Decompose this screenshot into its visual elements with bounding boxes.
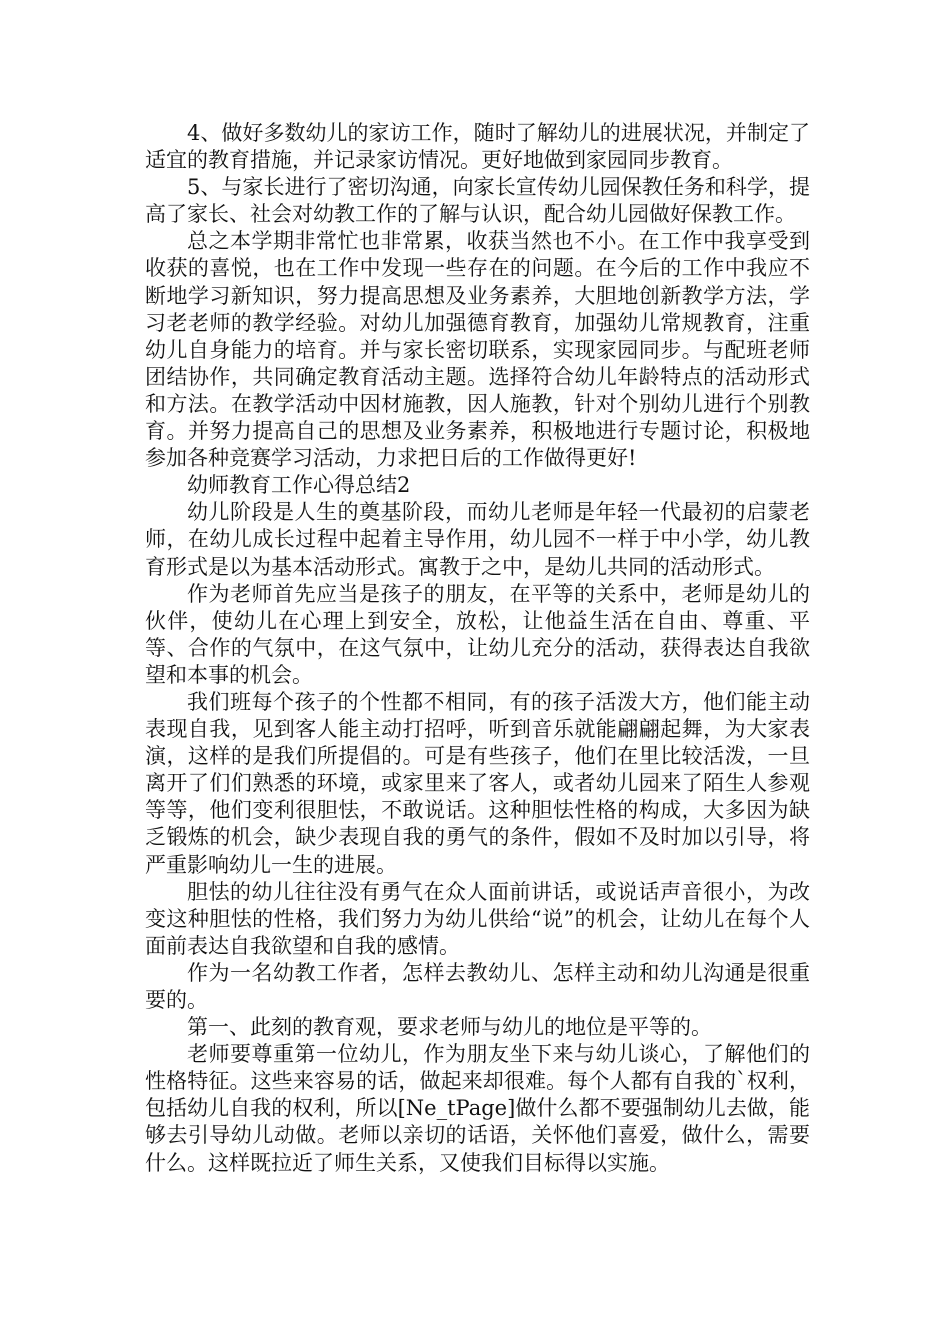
document-body [145, 120, 810, 1177]
paragraph-first-point: 第一、此刻的教育观，要求老师与幼儿的地位是平等的。 [187, 1015, 712, 1040]
paragraph-foundation-stage: 幼儿阶段是人生的奠基阶段，而幼儿老师是年轻一代最初的启蒙老师，在幼儿成长过程中起着主导作用，幼儿园不一样于中小学，幼儿教育形式是以为基本活动形式。寓教于之中，是幼儿共同的活动形式。 [145, 500, 810, 579]
section-heading: 幼师教育工作心得总结2 [187, 473, 411, 498]
paragraph-speaking-opportunity: 胆怯的幼儿往往没有勇气在众人面前讲话，或说话声音很小，为改变这种胆怯的性格，我们努力为幼儿供给“说”的机会，让幼儿在每个人面前表达自我欲望和自我的感情。 [145, 879, 810, 958]
paragraph-shy-children: 我们班每个孩子的个性都不相同，有的孩子活泼大方，他们能主动表现自我，见到客人能主动打招呼，听到音乐就能翩翩起舞，为大家表演，这样的是我们所提倡的。可是有些孩子，他们在里比较活泼，一旦离开了们们熟悉的环境，或家里来了客人，或者幼儿园来了陌生人参观等等，他们变利很胆怯，不敢说话。这种胆怯性格的构成，大多因为缺乏锻炼的机会，缺少表现自我的勇气的条件，假如不及时加以引导，将严重影响幼儿一生的进展。 [145, 689, 810, 877]
paragraph-home-visits: 4、做好多数幼儿的家访工作，随时了解幼儿的进展状况，并制定了适宜的教育措施，并记录家访情况。更好地做到家园同步教育。 [145, 121, 810, 173]
paragraph-respect-children: 老师要尊重第一位幼儿，作为朋友坐下来与幼儿谈心，了解他们的性格特征。这些来容易的话，做起来却很难。每个人都有自我的`权利，包括幼儿自我的权利，所以[Ne_tPage]做什么都不要强制幼儿去做，能够去引导幼儿动做。老师以亲切的话语，关怀他们喜爱，做什么，需要什么。这样既拉近了师生关系，又使我们目标得以实施。 [145, 1042, 810, 1175]
paragraph-teacher-as-friend: 作为老师首先应当是孩子的朋友，在平等的关系中，老师是幼儿的伙伴，使幼儿在心理上到安全，放松，让他益生活在自由、尊重、平等、合作的气氛中，在这气氛中，让幼儿充分的活动，获得表达自我欲望和本事的机会。 [145, 581, 810, 687]
paragraph-semester-summary: 总之本学期非常忙也非常累，收获当然也不小。在工作中我享受到收获的喜悦，也在工作中发现一些存在的问题。在今后的工作中我应不断地学习新知识，努力提高思想及业务素养，大胆地创新教学方法，学习老老师的教学经验。对幼儿加强德育教育，加强幼儿常规教育，注重幼儿自身能力的培育。并与家长密切联系，实现家园同步。与配班老师团结协作，共同确定教育活动主题。选择符合幼儿年龄特点的活动形式和方法。在教学活动中因材施教，因人施教，针对个别幼儿进行个别教育。并努力提高自己的思想及业务素养，积极地进行专题讨论，积极地参加各种竞赛学习活动，力求把日后的工作做得更好! [145, 229, 810, 471]
paragraph-parent-communication: 5、与家长进行了密切沟通，向家长宣传幼儿园保教任务和科学，提高了家长、社会对幼教工作的了解与认识，配合幼儿园做好保教工作。 [145, 175, 810, 227]
paragraph-educator-role: 作为一名幼教工作者，怎样去教幼儿、怎样主动和幼儿沟通是很重要的。 [145, 960, 810, 1012]
